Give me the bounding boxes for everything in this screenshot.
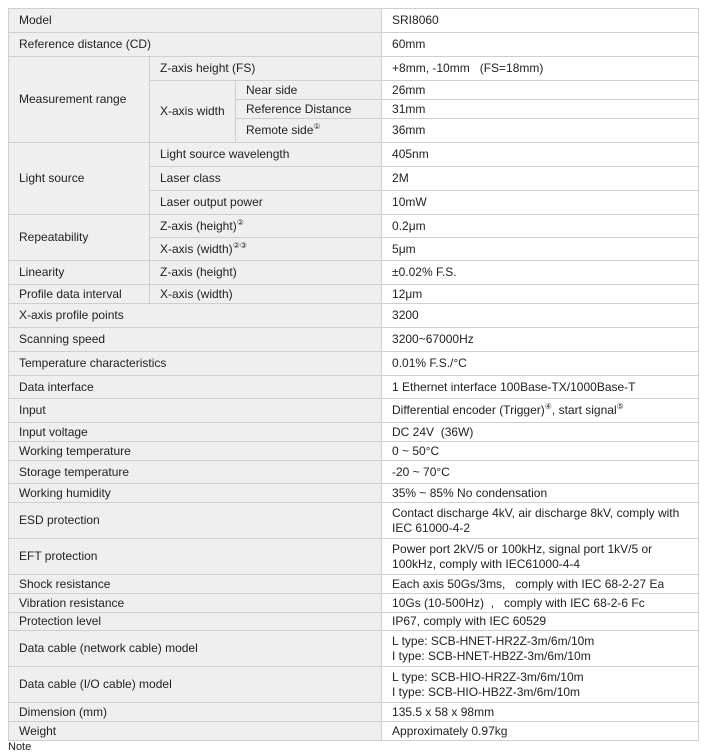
ref-distance-label: Reference distance (CD) bbox=[9, 33, 382, 57]
row-model bbox=[9, 9, 699, 33]
input-label: Input bbox=[9, 399, 382, 423]
laser-class-value: 2M bbox=[382, 167, 699, 191]
laser-class-label: Laser class bbox=[150, 167, 382, 191]
eft-value: Power port 2kV/5 or 100kHz, signal port 1kV/5 or 100kHz, comply with IEC61000-4-4 bbox=[382, 539, 699, 575]
remote-side-cell bbox=[236, 119, 382, 143]
scanning-label: Scanning speed bbox=[9, 328, 382, 352]
row-interface bbox=[9, 376, 699, 399]
protection-label: Protection level bbox=[9, 613, 382, 631]
row-net-cable bbox=[9, 631, 699, 667]
vibration-value: 10Gs (10-500Hz) , comply with IEC 68-2-6 Fc bbox=[382, 594, 699, 613]
storage-temp-label: Storage temperature bbox=[9, 461, 382, 484]
row-humidity bbox=[9, 484, 699, 503]
remote-side-value: 36mm bbox=[382, 119, 699, 143]
row-esd bbox=[9, 503, 699, 539]
row-scanning bbox=[9, 328, 699, 352]
row-linearity bbox=[9, 261, 699, 285]
row-work-temp bbox=[9, 442, 699, 461]
model-label: Model bbox=[9, 9, 382, 33]
profile-interval-sub: X-axis (width) bbox=[150, 285, 382, 304]
row-voltage bbox=[9, 423, 699, 442]
row-weight bbox=[9, 722, 699, 741]
shock-value: Each axis 50Gs/3ms, comply with IEC 68-2-27 Ea bbox=[382, 575, 699, 594]
row-wavelength bbox=[9, 143, 699, 167]
measurement-z-value: +8mm, -10mm (FS=18mm) bbox=[382, 57, 699, 81]
spec-table bbox=[8, 8, 699, 741]
row-input bbox=[9, 399, 699, 423]
dimension-label: Dimension (mm) bbox=[9, 703, 382, 722]
measurement-x-label: X-axis width bbox=[150, 81, 236, 143]
repeat-z-cell bbox=[150, 215, 382, 238]
linearity-sub: Z-axis (height) bbox=[150, 261, 382, 285]
profile-points-value: 3200 bbox=[382, 304, 699, 328]
note-2-mark: ② bbox=[236, 217, 244, 227]
reference-distance-value: 31mm bbox=[382, 100, 699, 119]
voltage-value: DC 24V (36W) bbox=[382, 423, 699, 442]
humidity-value: 35% ~ 85% No condensation bbox=[382, 484, 699, 503]
ref-distance-value: 60mm bbox=[382, 33, 699, 57]
net-cable-l-type: L type: SCB-HNET-HR2Z-3m/6m/10m bbox=[392, 633, 595, 648]
voltage-label: Input voltage bbox=[9, 423, 382, 442]
io-cable-l-type: L type: SCB-HIO-HR2Z-3m/6m/10m bbox=[392, 669, 584, 684]
row-shock bbox=[9, 575, 699, 594]
row-vibration bbox=[9, 594, 699, 613]
storage-temp-value: -20 ~ 70°C bbox=[382, 461, 699, 484]
reference-distance-label: Reference Distance bbox=[236, 100, 382, 119]
near-side-value: 26mm bbox=[382, 81, 699, 100]
vibration-label: Vibration resistance bbox=[9, 594, 382, 613]
repeat-x-label: X-axis (width) bbox=[160, 241, 233, 256]
temp-char-value: 0.01% F.S./°C bbox=[382, 352, 699, 376]
repeatability-label: Repeatability bbox=[9, 215, 150, 261]
weight-label: Weight bbox=[9, 722, 382, 741]
shock-label: Shock resistance bbox=[9, 575, 382, 594]
eft-label: EFT protection bbox=[9, 539, 382, 575]
note-1-mark: ① bbox=[313, 122, 321, 131]
profile-points-label: X-axis profile points bbox=[9, 304, 382, 328]
note-4-mark: ④ bbox=[544, 402, 552, 411]
wavelength-value: 405nm bbox=[382, 143, 699, 167]
net-cable-label: Data cable (network cable) model bbox=[9, 631, 382, 667]
profile-interval-label: Profile data interval bbox=[9, 285, 150, 304]
light-source-label: Light source bbox=[9, 143, 150, 215]
work-temp-label: Working temperature bbox=[9, 442, 382, 461]
row-dimension bbox=[9, 703, 699, 722]
row-repeat-z bbox=[9, 215, 699, 238]
interface-value: 1 Ethernet interface 100Base-TX/1000Base-T bbox=[382, 376, 699, 399]
row-eft bbox=[9, 539, 699, 575]
row-protection bbox=[9, 613, 699, 631]
scanning-value: 3200~67000Hz bbox=[382, 328, 699, 352]
io-cable-i-type: I type: SCB-HIO-HB2Z-3m/6m/10m bbox=[392, 684, 581, 699]
io-cable-label: Data cable (I/O cable) model bbox=[9, 667, 382, 703]
linearity-value: ±0.02% F.S. bbox=[382, 261, 699, 285]
row-storage-temp bbox=[9, 461, 699, 484]
input-value-cell bbox=[382, 399, 699, 423]
linearity-label: Linearity bbox=[9, 261, 150, 285]
esd-value: Contact discharge 4kV, air discharge 8kV, comply with IEC 61000-4-2 bbox=[382, 503, 699, 539]
remote-side-label: Remote side bbox=[246, 123, 314, 137]
footer-note: Note bbox=[8, 741, 32, 753]
net-cable-value-cell bbox=[382, 631, 699, 667]
esd-label: ESD protection bbox=[9, 503, 382, 539]
work-temp-value: 0 ~ 50°C bbox=[382, 442, 699, 461]
laser-power-label: Laser output power bbox=[150, 191, 382, 215]
note-23-mark: ②③ bbox=[232, 240, 248, 250]
repeat-z-value: 0.2μm bbox=[382, 215, 699, 238]
row-measurement-z bbox=[9, 57, 699, 81]
wavelength-label: Light source wavelength bbox=[150, 143, 382, 167]
profile-interval-value: 12μm bbox=[382, 285, 699, 304]
dimension-value: 135.5 x 58 x 98mm bbox=[382, 703, 699, 722]
input-value-a: Differential encoder (Trigger) bbox=[392, 403, 545, 417]
row-temp-char bbox=[9, 352, 699, 376]
repeat-x-cell bbox=[150, 238, 382, 261]
weight-value: Approximately 0.97kg bbox=[382, 722, 699, 741]
temp-char-label: Temperature characteristics bbox=[9, 352, 382, 376]
note-5-mark: ⑤ bbox=[616, 402, 624, 411]
near-side-label: Near side bbox=[236, 81, 382, 100]
measurement-label: Measurement range bbox=[9, 57, 150, 143]
protection-value: IP67, comply with IEC 60529 bbox=[382, 613, 699, 631]
laser-power-value: 10mW bbox=[382, 191, 699, 215]
net-cable-i-type: I type: SCB-HNET-HB2Z-3m/6m/10m bbox=[392, 648, 591, 663]
repeat-x-value: 5μm bbox=[382, 238, 699, 261]
interface-label: Data interface bbox=[9, 376, 382, 399]
input-value-b: , start signal bbox=[551, 403, 617, 417]
row-ref-distance bbox=[9, 33, 699, 57]
repeat-z-label: Z-axis (height) bbox=[160, 218, 237, 233]
humidity-label: Working humidity bbox=[9, 484, 382, 503]
row-io-cable bbox=[9, 667, 699, 703]
row-profile-points bbox=[9, 304, 699, 328]
io-cable-value-cell bbox=[382, 667, 699, 703]
row-profile-interval bbox=[9, 285, 699, 304]
measurement-z-label: Z-axis height (FS) bbox=[150, 57, 382, 81]
model-value: SRI8060 bbox=[382, 9, 699, 33]
